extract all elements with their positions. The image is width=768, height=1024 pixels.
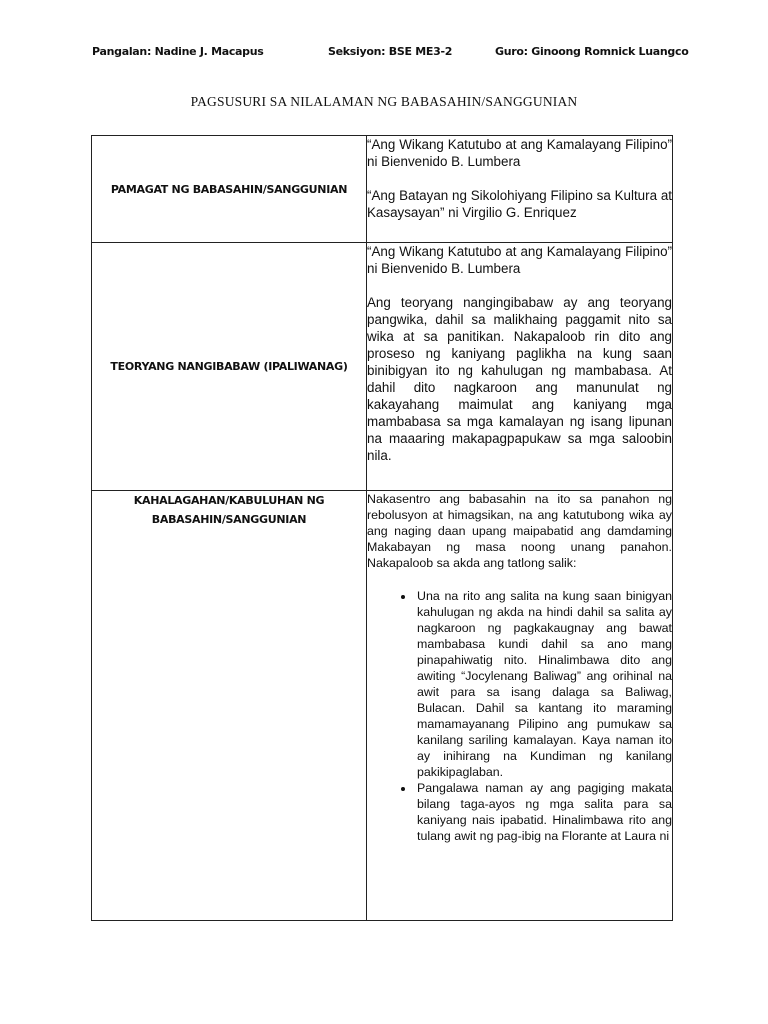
table-row xyxy=(92,491,673,921)
header-line xyxy=(92,45,692,65)
row-label: PAMAGAT NG BABASAHIN/SANGGUNIAN xyxy=(92,136,367,243)
paragraph: “Ang Batayan ng Sikolohiyang Filipino sa Kultura at Kasaysayan” ni Virgilio G. Enriquez xyxy=(367,188,672,220)
teacher: Guro: Ginoong Romnick Luangco xyxy=(495,45,689,58)
list-item: • Pangalawa naman ay ang pagiging makata bilang taga-ayos ng mga salita para sa kaniyang nais ipabatid. Hinalimbawa rito ang tulang awit ng pag-ibig na Florante at Laura ni xyxy=(415,780,672,844)
row-content xyxy=(367,136,673,243)
table-row xyxy=(92,243,673,491)
analysis-table xyxy=(91,135,673,921)
paragraph: “Ang Wikang Katutubo at ang Kamalayang Filipino” ni Bienvenido B. Lumbera xyxy=(367,244,672,276)
paragraph: “Ang Wikang Katutubo at ang Kamalayang Filipino” ni Bienvenido B. Lumbera xyxy=(367,137,672,169)
row-content xyxy=(367,243,673,491)
paragraph: Nakasentro ang babasahin na ito sa panahon ng rebolusyon at himagsikan, na ang katutubong wika ay ang naging daan upang maipabatid ang damdaming Makabayan ng masa noong unang panahon. Nakapaloob sa akda ang tatlong salik: xyxy=(367,492,672,570)
row-label: TEORYANG NANGIBABAW (IPALIWANAG) xyxy=(92,243,367,491)
section: Seksiyon: BSE ME3-2 xyxy=(328,45,453,58)
row-label: KAHALAGAHAN/KABULUHAN NG BABASAHIN/SANGGUNIAN xyxy=(92,491,367,921)
bullet-list xyxy=(367,588,672,844)
student-name: Pangalan: Nadine J. Macapus xyxy=(92,45,264,58)
row-content xyxy=(367,491,673,921)
table-row xyxy=(92,136,673,243)
list-item: • Una na rito ang salita na kung saan binigyan kahulugan ng akda na hindi dahil sa salita ay nagkaroon ng pagkakaugnay ang bawat mambabasa kundi dahil sa ano mang pinapahiwatig nito. Hinalimbawa dito ang awiting “Jocylenang Baliwag” ang orihinal na awit para sa isang dalaga sa Baliwag, Bulacan. Dahil sa kantang ito maraming mamamayanang Pilipino ang pumukaw sa kanilang sariling kamalayan. Kaya naman ito ay inihirang na Kundiman ng kanilang pakikipaglaban. xyxy=(415,588,672,780)
document-title: PAGSUSURI SA NILALAMAN NG BABASAHIN/SANGGUNIAN xyxy=(190,94,578,109)
paragraph: Ang teoryang nangingibabaw ay ang teoryang pangwika, dahil sa malikhaing paggamit nito sa wika at sa panitikan. Nakapaloob rin dito ang proseso ng kaniyang paglikha na kung saan binibigyan ito ng kahulugan ng mambabasa. At dahil dito nagkaroon ang manunulat ng kakayahang maimulat ang kaniyang mga mambabasa sa mga kamalayan ng isang lipunan na maaaring makapagpapukaw sa mga saloobin nila. xyxy=(367,295,672,463)
